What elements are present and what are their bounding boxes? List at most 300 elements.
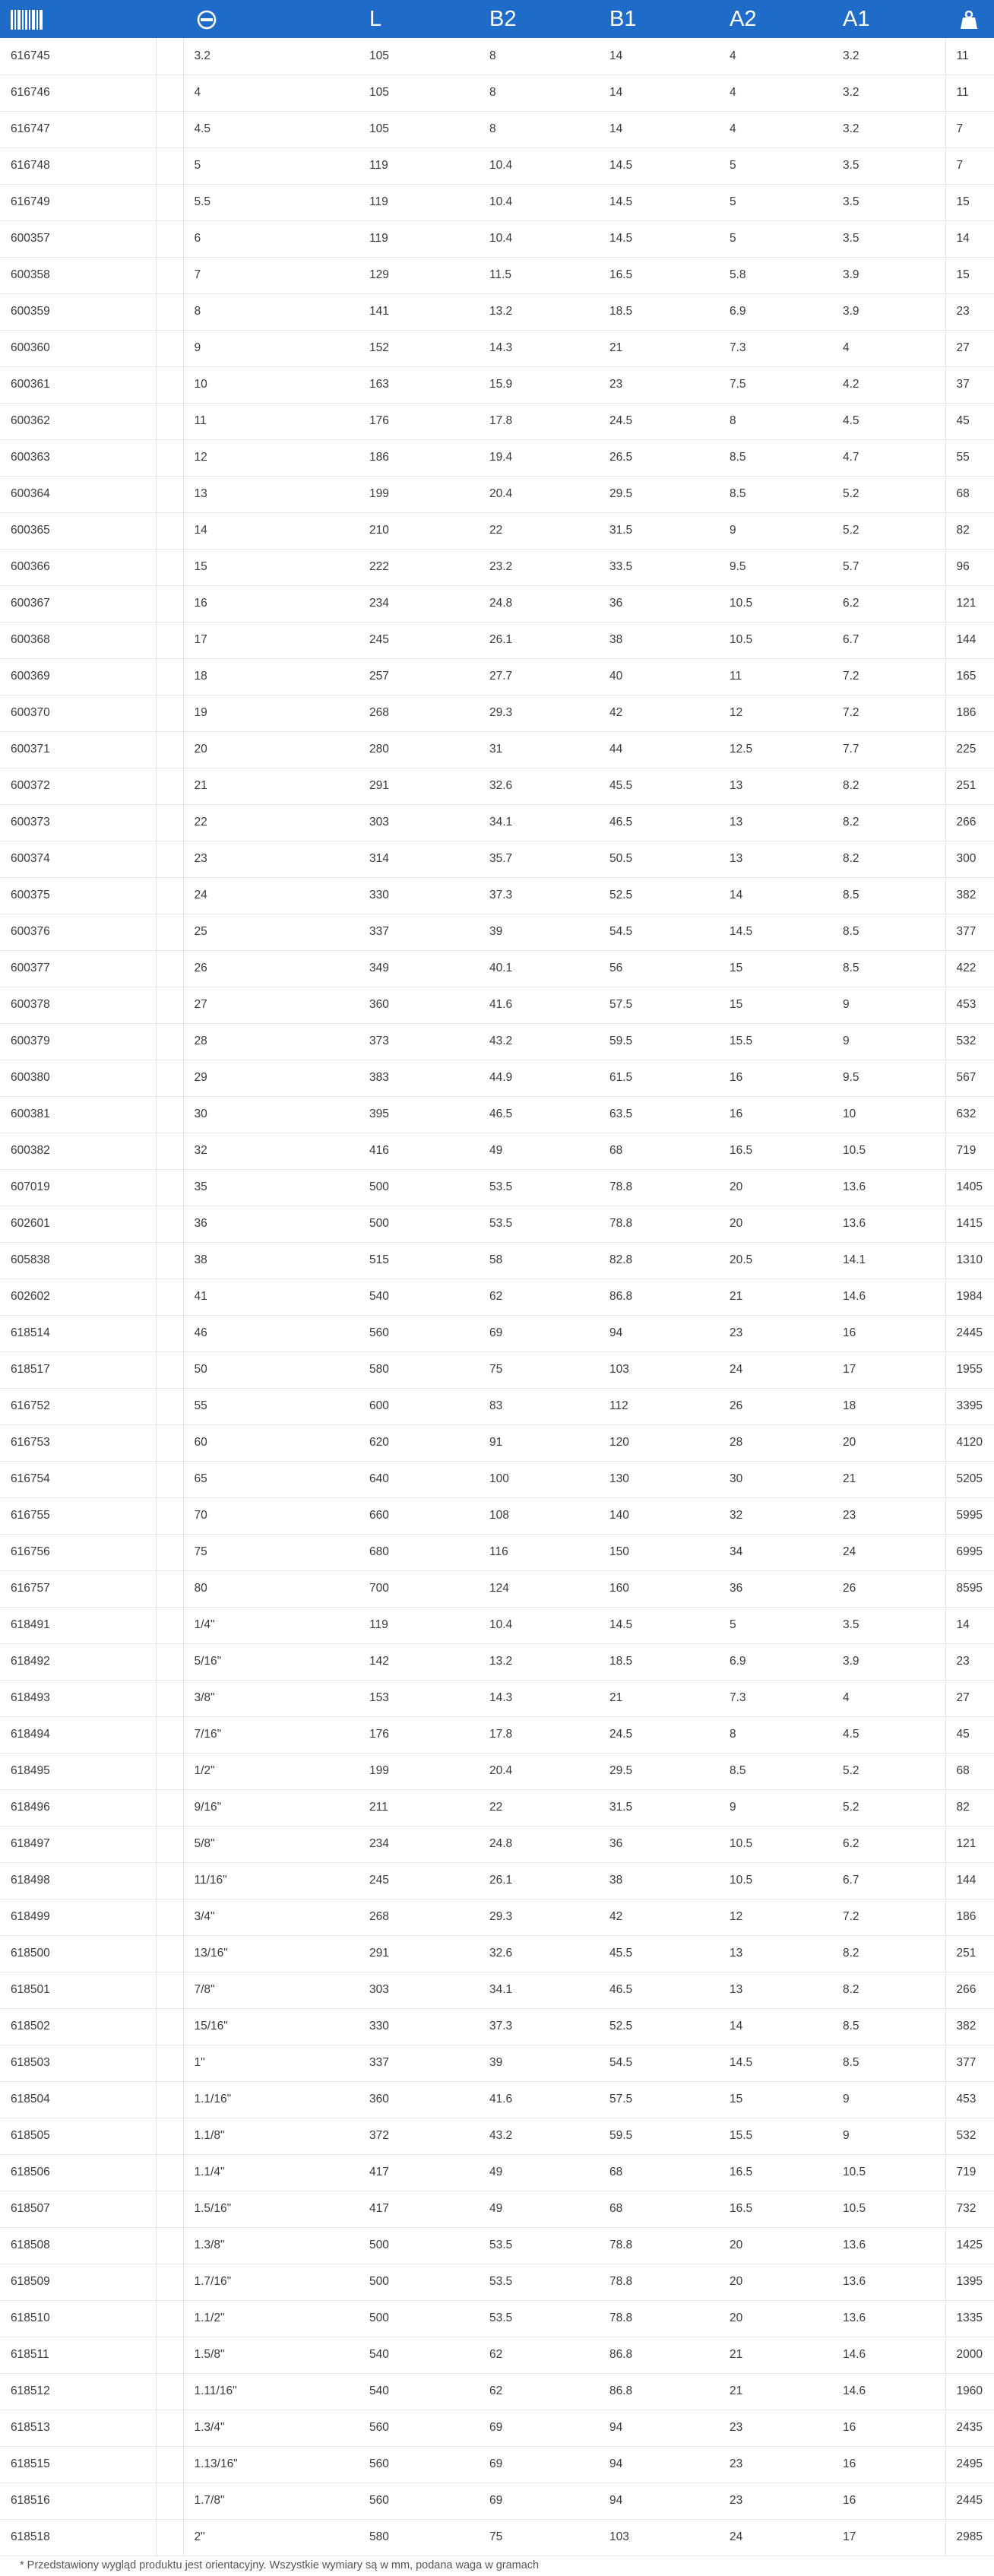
spanner-size-cell: 1.5/16"	[183, 2191, 359, 2227]
table-row	[0, 2191, 994, 2227]
length-l-cell: 580	[359, 1351, 479, 1388]
dimension-a1-cell: 5.7	[832, 549, 945, 585]
table-row	[0, 1242, 994, 1278]
table-row	[0, 111, 994, 147]
dimension-a1-cell: 7.2	[832, 695, 945, 731]
table-row	[0, 512, 994, 549]
spanner-size-cell: 4.5	[183, 111, 359, 147]
length-l-cell: 600	[359, 1388, 479, 1424]
dimension-a2-cell: 23	[719, 1315, 832, 1351]
length-l-cell: 500	[359, 1206, 479, 1242]
row-spacer	[156, 1023, 183, 1060]
table-row	[0, 1023, 994, 1060]
dimension-b1-cell: 50.5	[599, 841, 719, 877]
dimension-a2-cell: 5	[719, 147, 832, 184]
dimension-a1-cell: 14.6	[832, 1278, 945, 1315]
table-row	[0, 1060, 994, 1096]
dimension-b1-cell: 31.5	[599, 512, 719, 549]
dimension-a2-cell: 16	[719, 1096, 832, 1133]
dimension-b1-cell: 86.8	[599, 2373, 719, 2410]
dimension-a2-cell: 20	[719, 1169, 832, 1206]
weight-cell: 1984	[945, 1278, 994, 1315]
row-spacer	[156, 184, 183, 220]
spanner-size-cell: 4	[183, 74, 359, 111]
dimension-a1-cell: 21	[832, 1461, 945, 1497]
dimension-a1-cell: 8.2	[832, 1972, 945, 2008]
weight-icon	[945, 0, 994, 38]
length-l-cell: 416	[359, 1133, 479, 1169]
spanner-size-cell: 1/4"	[183, 1607, 359, 1643]
spanner-size-cell: 1.1/8"	[183, 2118, 359, 2154]
row-spacer	[156, 1388, 183, 1424]
weight-cell: 15	[945, 257, 994, 293]
spanner-size-cell: 1.5/8"	[183, 2337, 359, 2373]
dimension-b1-cell: 21	[599, 1680, 719, 1716]
weight-cell: 27	[945, 1680, 994, 1716]
dimension-b2-cell: 75	[479, 1351, 599, 1388]
weight-cell: 2000	[945, 2337, 994, 2373]
dimension-b2-cell: 44.9	[479, 1060, 599, 1096]
spanner-size-cell: 24	[183, 877, 359, 914]
dimension-b2-cell: 43.2	[479, 1023, 599, 1060]
weight-cell: 45	[945, 1716, 994, 1753]
weight-cell: 82	[945, 512, 994, 549]
dimension-a1-cell: 8.5	[832, 914, 945, 950]
spanner-size-cell: 8	[183, 293, 359, 330]
dimension-b2-cell: 62	[479, 2373, 599, 2410]
dimension-a1-cell: 17	[832, 1351, 945, 1388]
dimension-a1-cell: 3.9	[832, 1643, 945, 1680]
table-row	[0, 1935, 994, 1972]
dimension-a2-cell: 21	[719, 1278, 832, 1315]
dimension-a1-cell: 14.6	[832, 2337, 945, 2373]
spanner-size-cell: 7/16"	[183, 1716, 359, 1753]
row-spacer	[156, 476, 183, 512]
product-code-cell: 618511	[0, 2337, 156, 2373]
weight-cell: 82	[945, 1789, 994, 1826]
dimension-b2-cell: 49	[479, 2154, 599, 2191]
table-row	[0, 293, 994, 330]
row-spacer	[156, 2300, 183, 2337]
dimension-a2-cell: 13	[719, 1972, 832, 2008]
length-l-cell: 360	[359, 2081, 479, 2118]
product-code-cell: 618492	[0, 1643, 156, 1680]
dimension-b1-cell: 24.5	[599, 403, 719, 439]
weight-cell: 1425	[945, 2227, 994, 2264]
spanner-size-cell: 21	[183, 768, 359, 804]
length-l-cell: 153	[359, 1680, 479, 1716]
dimension-a2-cell: 15	[719, 950, 832, 987]
product-code-cell: 618505	[0, 2118, 156, 2154]
dimension-a2-cell: 14	[719, 877, 832, 914]
weight-cell: 68	[945, 1753, 994, 1789]
row-spacer	[156, 2118, 183, 2154]
product-code-cell: 600372	[0, 768, 156, 804]
dimension-a2-cell: 32	[719, 1497, 832, 1534]
dimension-a1-cell: 6.2	[832, 585, 945, 622]
dimension-a1-cell: 16	[832, 2410, 945, 2446]
row-spacer	[156, 293, 183, 330]
row-spacer	[156, 1570, 183, 1607]
dimension-b2-cell: 13.2	[479, 1643, 599, 1680]
dimension-b2-cell: 17.8	[479, 403, 599, 439]
product-code-cell: 618510	[0, 2300, 156, 2337]
dimension-a2-cell: 12	[719, 1899, 832, 1935]
spanner-size-cell: 19	[183, 695, 359, 731]
product-code-cell: 618498	[0, 1862, 156, 1899]
dimension-b2-cell: 10.4	[479, 1607, 599, 1643]
table-row	[0, 147, 994, 184]
weight-cell: 4120	[945, 1424, 994, 1461]
dimension-b2-cell: 35.7	[479, 841, 599, 877]
row-spacer	[156, 987, 183, 1023]
weight-cell: 719	[945, 2154, 994, 2191]
row-spacer	[156, 1753, 183, 1789]
dimension-a2-cell: 5.8	[719, 257, 832, 293]
dimension-a1-cell: 16	[832, 1315, 945, 1351]
length-l-cell: 560	[359, 2483, 479, 2519]
dimension-b1-cell: 42	[599, 1899, 719, 1935]
weight-cell: 453	[945, 987, 994, 1023]
dimension-b1-cell: 94	[599, 1315, 719, 1351]
dimension-b2-cell: 53.5	[479, 1206, 599, 1242]
length-l-cell: 105	[359, 74, 479, 111]
row-spacer	[156, 914, 183, 950]
spanner-size-cell: 2"	[183, 2519, 359, 2555]
weight-cell: 732	[945, 2191, 994, 2227]
table-row	[0, 622, 994, 658]
row-spacer	[156, 38, 183, 74]
dimension-a1-cell: 17	[832, 2519, 945, 2555]
dimension-a2-cell: 23	[719, 2446, 832, 2483]
spanner-size-icon	[183, 0, 359, 38]
weight-cell: 27	[945, 330, 994, 366]
length-l-cell: 176	[359, 1716, 479, 1753]
spanner-size-cell: 65	[183, 1461, 359, 1497]
table-row	[0, 768, 994, 804]
row-spacer	[156, 622, 183, 658]
row-spacer	[156, 1424, 183, 1461]
spanner-size-cell: 3/4"	[183, 1899, 359, 1935]
weight-cell: 300	[945, 841, 994, 877]
dimension-b1-cell: 63.5	[599, 1096, 719, 1133]
length-l-cell: 210	[359, 512, 479, 549]
dimension-b2-cell: 29.3	[479, 695, 599, 731]
length-l-cell: 680	[359, 1534, 479, 1570]
table-row	[0, 330, 994, 366]
dimension-b2-cell: 31	[479, 731, 599, 768]
table-body	[0, 38, 994, 2555]
dimension-b2-cell: 49	[479, 1133, 599, 1169]
product-code-cell: 600364	[0, 476, 156, 512]
table-row	[0, 257, 994, 293]
dimension-b2-cell: 53.5	[479, 2227, 599, 2264]
dimension-b2-cell: 46.5	[479, 1096, 599, 1133]
table-row	[0, 1497, 994, 1534]
weight-cell: 2445	[945, 1315, 994, 1351]
dimension-b2-cell: 13.2	[479, 293, 599, 330]
row-spacer	[156, 2191, 183, 2227]
dimension-a2-cell: 20	[719, 2300, 832, 2337]
weight-cell: 1335	[945, 2300, 994, 2337]
table-row	[0, 2410, 994, 2446]
dimension-b1-cell: 94	[599, 2483, 719, 2519]
product-code-cell: 600382	[0, 1133, 156, 1169]
dimension-a2-cell: 20	[719, 2264, 832, 2300]
dimension-b1-cell: 14.5	[599, 1607, 719, 1643]
dimension-b2-cell: 41.6	[479, 2081, 599, 2118]
row-spacer	[156, 1972, 183, 2008]
spanner-size-cell: 1/2"	[183, 1753, 359, 1789]
weight-cell: 1405	[945, 1169, 994, 1206]
dimension-b1-cell: 68	[599, 2191, 719, 2227]
row-spacer	[156, 1789, 183, 1826]
dimension-b2-cell: 17.8	[479, 1716, 599, 1753]
dimension-b2-cell: 69	[479, 2410, 599, 2446]
length-l-cell: 372	[359, 2118, 479, 2154]
product-code-cell: 600380	[0, 1060, 156, 1096]
dimension-a1-cell: 14.1	[832, 1242, 945, 1278]
product-code-cell: 618506	[0, 2154, 156, 2191]
product-code-cell: 618499	[0, 1899, 156, 1935]
product-code-cell: 618491	[0, 1607, 156, 1643]
product-code-cell: 618504	[0, 2081, 156, 2118]
table-row	[0, 914, 994, 950]
weight-cell: 532	[945, 2118, 994, 2154]
product-code-cell: 616755	[0, 1497, 156, 1534]
table-row	[0, 1716, 994, 1753]
table-row	[0, 403, 994, 439]
dimension-b1-cell: 45.5	[599, 768, 719, 804]
length-l-cell: 560	[359, 2410, 479, 2446]
product-code-cell: 600378	[0, 987, 156, 1023]
dimension-a2-cell: 7.5	[719, 366, 832, 403]
row-spacer	[156, 695, 183, 731]
spanner-size-cell: 50	[183, 1351, 359, 1388]
dimension-a1-cell: 3.2	[832, 38, 945, 74]
dimension-a2-cell: 21	[719, 2337, 832, 2373]
dimension-a2-cell: 4	[719, 74, 832, 111]
product-code-cell: 618514	[0, 1315, 156, 1351]
dimension-b1-cell: 78.8	[599, 2300, 719, 2337]
spanner-size-cell: 1.1/2"	[183, 2300, 359, 2337]
length-l-cell: 500	[359, 2300, 479, 2337]
spanner-size-cell: 6	[183, 220, 359, 257]
length-l-cell: 234	[359, 585, 479, 622]
row-spacer	[156, 658, 183, 695]
dimension-a2-cell: 15.5	[719, 2118, 832, 2154]
row-spacer	[156, 2154, 183, 2191]
spanner-size-cell: 32	[183, 1133, 359, 1169]
row-spacer	[156, 549, 183, 585]
table-row	[0, 476, 994, 512]
dimension-b1-cell: 24.5	[599, 1716, 719, 1753]
dimension-a1-cell: 5.2	[832, 1753, 945, 1789]
dimension-a2-cell: 14.5	[719, 2045, 832, 2081]
length-l-cell: 560	[359, 2446, 479, 2483]
table-row	[0, 1388, 994, 1424]
length-l-cell: 245	[359, 1862, 479, 1899]
length-l-cell: 163	[359, 366, 479, 403]
dimension-a1-cell: 3.2	[832, 111, 945, 147]
product-code-cell: 618508	[0, 2227, 156, 2264]
row-spacer	[156, 2081, 183, 2118]
weight-cell: 14	[945, 1607, 994, 1643]
dimension-a2-cell: 20.5	[719, 1242, 832, 1278]
dimension-b1-cell: 16.5	[599, 257, 719, 293]
weight-cell: 96	[945, 549, 994, 585]
length-l-cell: 337	[359, 2045, 479, 2081]
product-code-cell: 600358	[0, 257, 156, 293]
length-l-cell: 303	[359, 1972, 479, 2008]
weight-cell: 5995	[945, 1497, 994, 1534]
spanner-size-cell: 7/8"	[183, 1972, 359, 2008]
row-spacer	[156, 1607, 183, 1643]
dimension-a2-cell: 8.5	[719, 439, 832, 476]
row-spacer	[156, 403, 183, 439]
spanner-size-cell: 55	[183, 1388, 359, 1424]
row-spacer	[156, 1643, 183, 1680]
dimension-a1-cell: 16	[832, 2483, 945, 2519]
dimension-a1-cell: 9.5	[832, 1060, 945, 1096]
table-row	[0, 74, 994, 111]
weight-cell: 453	[945, 2081, 994, 2118]
length-l-cell: 417	[359, 2154, 479, 2191]
row-spacer	[156, 1169, 183, 1206]
dimension-b2-cell: 24.8	[479, 585, 599, 622]
dimension-a1-cell: 13.6	[832, 2264, 945, 2300]
column-header-a2: A2	[730, 6, 757, 31]
dimension-a2-cell: 16.5	[719, 1133, 832, 1169]
row-spacer	[156, 1497, 183, 1534]
dimension-a2-cell: 24	[719, 1351, 832, 1388]
dimension-b2-cell: 40.1	[479, 950, 599, 987]
spanner-size-cell: 1.1/4"	[183, 2154, 359, 2191]
dimension-a2-cell: 8	[719, 1716, 832, 1753]
dimension-a1-cell: 4.2	[832, 366, 945, 403]
dimension-b1-cell: 103	[599, 2519, 719, 2555]
weight-cell: 225	[945, 731, 994, 768]
length-l-cell: 500	[359, 1169, 479, 1206]
spanner-size-cell: 5.5	[183, 184, 359, 220]
dimension-a1-cell: 6.2	[832, 1826, 945, 1862]
dimension-b1-cell: 33.5	[599, 549, 719, 585]
dimension-a1-cell: 5.2	[832, 512, 945, 549]
dimension-b1-cell: 14.5	[599, 147, 719, 184]
dimension-a2-cell: 8.5	[719, 476, 832, 512]
spanner-size-cell: 1.13/16"	[183, 2446, 359, 2483]
dimension-a2-cell: 28	[719, 1424, 832, 1461]
row-spacer	[156, 2410, 183, 2446]
length-l-cell: 119	[359, 184, 479, 220]
spanner-size-cell: 17	[183, 622, 359, 658]
dimension-a2-cell: 16	[719, 1060, 832, 1096]
dimension-a1-cell: 10.5	[832, 2154, 945, 2191]
dimension-a1-cell: 13.6	[832, 2300, 945, 2337]
dimension-a2-cell: 9.5	[719, 549, 832, 585]
product-code-cell: 600373	[0, 804, 156, 841]
table-row	[0, 804, 994, 841]
length-l-cell: 129	[359, 257, 479, 293]
dimension-a2-cell: 13	[719, 768, 832, 804]
dimension-a2-cell: 4	[719, 38, 832, 74]
table-row	[0, 1169, 994, 1206]
dimension-a2-cell: 6.9	[719, 293, 832, 330]
spanner-size-cell: 70	[183, 1497, 359, 1534]
dimension-b1-cell: 68	[599, 1133, 719, 1169]
weight-cell: 382	[945, 2008, 994, 2045]
weight-cell: 165	[945, 658, 994, 695]
table-row	[0, 1972, 994, 2008]
length-l-cell: 360	[359, 987, 479, 1023]
dimension-a1-cell: 9	[832, 2118, 945, 2154]
dimension-b2-cell: 26.1	[479, 1862, 599, 1899]
dimension-b2-cell: 39	[479, 2045, 599, 2081]
dimension-a2-cell: 15	[719, 2081, 832, 2118]
dimension-b1-cell: 57.5	[599, 2081, 719, 2118]
dimension-b1-cell: 21	[599, 330, 719, 366]
length-l-cell: 199	[359, 476, 479, 512]
dimension-a1-cell: 3.5	[832, 184, 945, 220]
row-spacer	[156, 804, 183, 841]
row-spacer	[156, 147, 183, 184]
product-code-cell: 618503	[0, 2045, 156, 2081]
dimension-b1-cell: 18.5	[599, 1643, 719, 1680]
row-spacer	[156, 1242, 183, 1278]
dimension-b2-cell: 69	[479, 2483, 599, 2519]
dimension-a2-cell: 7.3	[719, 1680, 832, 1716]
dimension-b1-cell: 59.5	[599, 1023, 719, 1060]
spanner-size-cell: 38	[183, 1242, 359, 1278]
weight-cell: 266	[945, 1972, 994, 2008]
dimension-a1-cell: 9	[832, 1023, 945, 1060]
weight-cell: 251	[945, 768, 994, 804]
dimension-b1-cell: 78.8	[599, 1169, 719, 1206]
dimension-b1-cell: 40	[599, 658, 719, 695]
dimension-a2-cell: 24	[719, 2519, 832, 2555]
row-spacer	[156, 257, 183, 293]
spanner-size-cell: 60	[183, 1424, 359, 1461]
table-row	[0, 1424, 994, 1461]
dimension-b1-cell: 31.5	[599, 1789, 719, 1826]
weight-cell: 382	[945, 877, 994, 914]
dimension-a2-cell: 30	[719, 1461, 832, 1497]
dimension-a1-cell: 14.6	[832, 2373, 945, 2410]
column-header-l: L	[369, 6, 382, 31]
table-row	[0, 1899, 994, 1935]
spanner-size-cell: 18	[183, 658, 359, 695]
spanner-size-cell: 41	[183, 1278, 359, 1315]
length-l-cell: 337	[359, 914, 479, 950]
length-l-cell: 142	[359, 1643, 479, 1680]
product-code-cell: 618517	[0, 1351, 156, 1388]
dimension-b1-cell: 52.5	[599, 2008, 719, 2045]
dimension-a2-cell: 13	[719, 841, 832, 877]
spanner-size-cell: 75	[183, 1534, 359, 1570]
product-code-cell: 602601	[0, 1206, 156, 1242]
dimension-b1-cell: 45.5	[599, 1935, 719, 1972]
table-row	[0, 658, 994, 695]
product-code-cell: 600362	[0, 403, 156, 439]
dimension-a2-cell: 5	[719, 184, 832, 220]
product-code-cell: 618502	[0, 2008, 156, 2045]
dimension-a1-cell: 10.5	[832, 2191, 945, 2227]
table-row	[0, 38, 994, 74]
dimension-a1-cell: 8.5	[832, 2045, 945, 2081]
dimension-b1-cell: 46.5	[599, 804, 719, 841]
dimension-b1-cell: 78.8	[599, 2227, 719, 2264]
length-l-cell: 700	[359, 1570, 479, 1607]
